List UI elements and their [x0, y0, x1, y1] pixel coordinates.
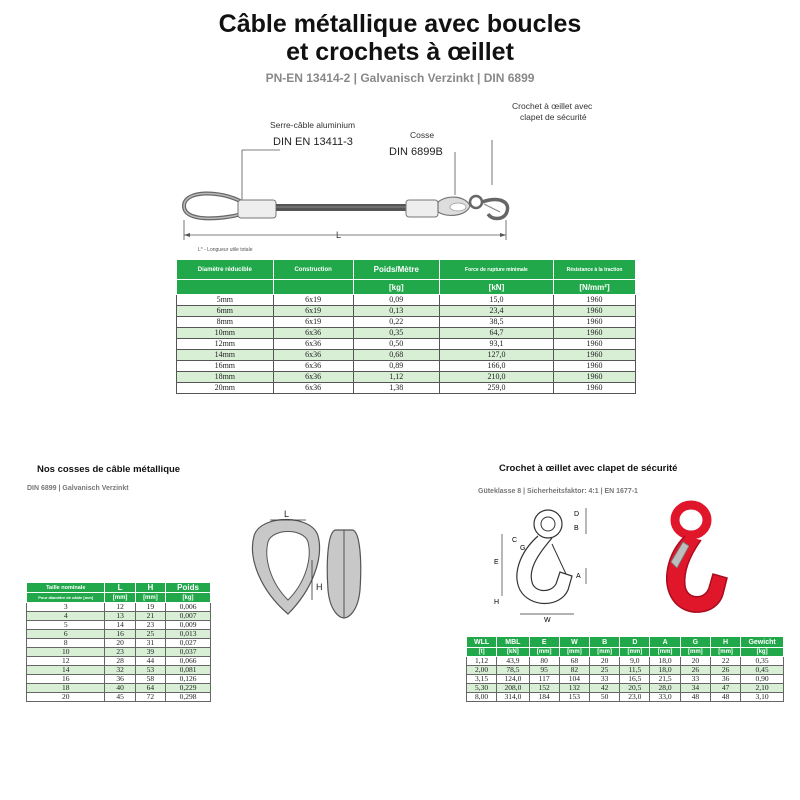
table-cell: 25: [590, 666, 620, 675]
hook-header-a: A: [650, 637, 680, 648]
table-cell: 0,037: [166, 648, 211, 657]
hook-spec-table: [466, 636, 784, 702]
hook-header-w-unit: [mm]: [559, 648, 589, 657]
thimble-header-size: Taille nominale: [27, 583, 105, 593]
table-cell: 0,066: [166, 657, 211, 666]
table-cell: 0,22: [353, 317, 439, 328]
table-cell: 48: [680, 693, 710, 702]
wire-rope-table-body: [177, 295, 636, 394]
table-row: [177, 328, 636, 339]
length-label: L: [336, 230, 342, 240]
table-cell: 82: [559, 666, 589, 675]
table-cell: 3,10: [741, 693, 784, 702]
table-cell: 152: [529, 684, 559, 693]
hook-dim-E: E: [494, 559, 499, 566]
table-cell: 6x36: [273, 383, 353, 394]
clamp-label: Serre-câble aluminium: [270, 120, 356, 130]
hook-header-d-unit: [mm]: [620, 648, 650, 657]
table-cell: 36: [710, 675, 740, 684]
table-cell: 21: [135, 612, 165, 621]
table-cell: 26: [680, 666, 710, 675]
hook-header-weight-unit: [kg]: [741, 648, 784, 657]
clamp-standard: DIN EN 13411-3: [273, 136, 353, 148]
hook-header-wll-unit: [t]: [467, 648, 497, 657]
header-diameter-unit: [177, 280, 274, 295]
header-tensile-strength: Résistance à la traction: [554, 260, 636, 280]
table-cell: 1960: [554, 295, 636, 306]
table-cell: 22: [710, 657, 740, 666]
table-cell: 184: [529, 693, 559, 702]
table-cell: 9,0: [620, 657, 650, 666]
table-row: [177, 372, 636, 383]
table-cell: 12: [27, 657, 105, 666]
table-cell: 1960: [554, 350, 636, 361]
table-cell: 64,7: [439, 328, 553, 339]
table-cell: 23: [105, 648, 135, 657]
table-cell: 6mm: [177, 306, 274, 317]
thimble-section-title: Nos cosses de câble métallique: [37, 464, 181, 475]
table-cell: 23,4: [439, 306, 553, 317]
table-cell: 259,0: [439, 383, 553, 394]
table-cell: 2,10: [741, 684, 784, 693]
hook-section-subtitle: Güteklasse 8 | Sicherheitsfaktor: 4:1 | EN 1677-1: [478, 488, 638, 495]
hook-header-e: E: [529, 637, 559, 648]
table-row: [177, 295, 636, 306]
table-cell: 6x36: [273, 361, 353, 372]
hook-header-h-unit: [mm]: [710, 648, 740, 657]
table-row: [177, 383, 636, 394]
hook-header-mbl-unit: [kN]: [497, 648, 529, 657]
table-cell: 6: [27, 630, 105, 639]
table-cell: 18: [27, 684, 105, 693]
table-cell: 12mm: [177, 339, 274, 350]
thimble-header-H: H: [135, 583, 165, 593]
table-cell: 6x19: [273, 306, 353, 317]
header-weight: Poids/Mètre: [353, 260, 439, 280]
hook-header-mbl: MBL: [497, 637, 529, 648]
table-cell: 5,30: [467, 684, 497, 693]
table-cell: 53: [135, 666, 165, 675]
table-cell: 25: [135, 630, 165, 639]
table-cell: 0,68: [353, 350, 439, 361]
table-cell: 45: [105, 693, 135, 702]
header-construction: Construction: [273, 260, 353, 280]
red-hook-eye: [675, 505, 707, 535]
wire-rope-sling-illustration: [170, 140, 530, 250]
table-row: [177, 317, 636, 328]
table-cell: 44: [135, 657, 165, 666]
table-cell: 8,00: [467, 693, 497, 702]
table-cell: 5mm: [177, 295, 274, 306]
thimble-header-L-unit: [mm]: [105, 593, 135, 603]
table-row: [27, 693, 211, 702]
table-cell: 10mm: [177, 328, 274, 339]
table-cell: 13: [105, 612, 135, 621]
table-cell: 33: [680, 675, 710, 684]
hook-table-body: [467, 657, 784, 702]
table-cell: 14mm: [177, 350, 274, 361]
wire-rope-spec-table: [176, 259, 636, 394]
table-cell: 208,0: [497, 684, 529, 693]
table-cell: 21,5: [650, 675, 680, 684]
table-cell: 1960: [554, 306, 636, 317]
table-cell: 0,006: [166, 603, 211, 612]
table-cell: 28: [105, 657, 135, 666]
table-cell: 0,35: [741, 657, 784, 666]
page-subtitle: PN-EN 13414-2 | Galvanisch Verzinkt | DIN 6899: [265, 71, 535, 85]
table-cell: 68: [559, 657, 589, 666]
table-cell: 28,0: [650, 684, 680, 693]
thimble-label: Cosse: [410, 130, 435, 140]
page-title-line2: et crochets à œillet: [286, 38, 514, 66]
table-cell: 6x36: [273, 372, 353, 383]
table-cell: 11,5: [620, 666, 650, 675]
table-row: [177, 306, 636, 317]
table-row: [177, 361, 636, 372]
header-breaking-force: Force de rupture minimale: [439, 260, 553, 280]
thimble-header-H-unit: [mm]: [135, 593, 165, 603]
header-tensile-strength-unit: [N/mm²]: [554, 280, 636, 295]
table-cell: 1,12: [467, 657, 497, 666]
hook-dim-C: C: [512, 537, 518, 544]
table-cell: 0,229: [166, 684, 211, 693]
table-cell: 0,009: [166, 621, 211, 630]
table-cell: 72: [135, 693, 165, 702]
table-cell: 153: [559, 693, 589, 702]
thimble-header-weight-unit: [kg]: [166, 593, 211, 603]
hook-dim-G: G: [520, 545, 526, 552]
table-cell: 3: [27, 603, 105, 612]
table-cell: 95: [529, 666, 559, 675]
table-cell: 1960: [554, 361, 636, 372]
table-cell: 33: [590, 675, 620, 684]
hook-dim-D: D: [574, 511, 580, 518]
table-row: [177, 350, 636, 361]
table-cell: 127,0: [439, 350, 553, 361]
table-cell: 14: [105, 621, 135, 630]
table-cell: 1,12: [353, 372, 439, 383]
header-breaking-force-unit: [kN]: [439, 280, 553, 295]
table-row: [177, 339, 636, 350]
thimble-table-body: [27, 603, 211, 702]
hook-header-h: H: [710, 637, 740, 648]
table-cell: 0,298: [166, 693, 211, 702]
table-cell: 6x36: [273, 350, 353, 361]
hook-dim-H: H: [494, 599, 500, 606]
table-cell: 0,35: [353, 328, 439, 339]
table-cell: 6x36: [273, 339, 353, 350]
table-cell: 1960: [554, 383, 636, 394]
hook-side-clamp: [406, 200, 438, 217]
hook-eye: [470, 196, 482, 208]
hook-header-weight: Gewicht: [741, 637, 784, 648]
hook-eye-outline: [534, 510, 562, 538]
page-title-line1: Câble métallique avec boucles: [218, 10, 582, 38]
table-cell: 20mm: [177, 383, 274, 394]
table-cell: 33,0: [650, 693, 680, 702]
table-cell: 1960: [554, 372, 636, 383]
table-cell: 0,90: [741, 675, 784, 684]
table-cell: 58: [135, 675, 165, 684]
thimble-spec-table: [26, 582, 211, 702]
thimble-dim-L: L: [284, 509, 290, 519]
table-cell: 8mm: [177, 317, 274, 328]
table-cell: 0,45: [741, 666, 784, 675]
table-cell: 47: [710, 684, 740, 693]
table-cell: 0,126: [166, 675, 211, 684]
table-cell: 50: [590, 693, 620, 702]
table-cell: 5: [27, 621, 105, 630]
table-cell: 12: [105, 603, 135, 612]
table-cell: 1960: [554, 328, 636, 339]
table-cell: 0,50: [353, 339, 439, 350]
table-cell: 26: [710, 666, 740, 675]
table-cell: 48: [710, 693, 740, 702]
table-cell: 1960: [554, 317, 636, 328]
thimble-header-weight: Poids: [166, 583, 211, 593]
table-cell: 43,9: [497, 657, 529, 666]
table-cell: 42: [590, 684, 620, 693]
table-cell: 20,5: [620, 684, 650, 693]
table-cell: 10: [27, 648, 105, 657]
thimble-standard: DIN 6899B: [389, 146, 443, 158]
table-cell: 314,0: [497, 693, 529, 702]
header-weight-unit: [kg]: [353, 280, 439, 295]
header-diameter: Diamètre réducible: [177, 260, 274, 280]
thimble-dim-H: H: [316, 582, 323, 592]
thimble-section-subtitle: DIN 6899 | Galvanisch Verzinkt: [27, 485, 129, 492]
table-cell: 18,0: [650, 666, 680, 675]
table-cell: 32: [105, 666, 135, 675]
table-cell: 80: [529, 657, 559, 666]
hook-dim-B: B: [574, 525, 579, 532]
table-cell: 0,89: [353, 361, 439, 372]
table-cell: 31: [135, 639, 165, 648]
table-cell: 64: [135, 684, 165, 693]
table-cell: 15,0: [439, 295, 553, 306]
table-cell: 8: [27, 639, 105, 648]
table-cell: 117: [529, 675, 559, 684]
hook-section-title: Crochet à œillet avec clapet de sécurité: [499, 463, 678, 474]
table-cell: 78,5: [497, 666, 529, 675]
thimble-header-size-sub: Pour diamètre de câble [mm]: [27, 593, 105, 603]
hook-header-b: B: [590, 637, 620, 648]
table-cell: 0,027: [166, 639, 211, 648]
table-cell: 20: [590, 657, 620, 666]
table-cell: 20: [105, 639, 135, 648]
red-hook-body: [667, 536, 727, 612]
table-cell: 0,013: [166, 630, 211, 639]
table-cell: 16: [27, 675, 105, 684]
hook-header-g: G: [680, 637, 710, 648]
table-cell: 19: [135, 603, 165, 612]
hook-dim-A: A: [576, 573, 581, 580]
table-cell: 40: [105, 684, 135, 693]
table-cell: 104: [559, 675, 589, 684]
hook-header-b-unit: [mm]: [590, 648, 620, 657]
table-cell: 34: [680, 684, 710, 693]
red-hook-photo: [655, 500, 735, 625]
hook-header-wll: WLL: [467, 637, 497, 648]
table-cell: 0,081: [166, 666, 211, 675]
thimble-header-L: L: [105, 583, 135, 593]
table-cell: 6x19: [273, 295, 353, 306]
table-cell: 166,0: [439, 361, 553, 372]
table-cell: 18mm: [177, 372, 274, 383]
hook-header-d: D: [620, 637, 650, 648]
table-cell: 20: [680, 657, 710, 666]
table-cell: 210,0: [439, 372, 553, 383]
table-cell: 2,00: [467, 666, 497, 675]
length-note: L* - Longueur utile totale: [198, 247, 253, 253]
table-cell: 39: [135, 648, 165, 657]
table-cell: 6x19: [273, 317, 353, 328]
table-cell: 0,09: [353, 295, 439, 306]
table-cell: 132: [559, 684, 589, 693]
table-cell: 14: [27, 666, 105, 675]
hook-header-e-unit: [mm]: [529, 648, 559, 657]
table-cell: 16: [105, 630, 135, 639]
table-cell: 1,38: [353, 383, 439, 394]
table-cell: 38,5: [439, 317, 553, 328]
hook-header-g-unit: [mm]: [680, 648, 710, 657]
table-cell: 18,0: [650, 657, 680, 666]
table-cell: 23,0: [620, 693, 650, 702]
aluminium-clamp: [238, 200, 276, 218]
table-cell: 1960: [554, 339, 636, 350]
hook-label-line1: Crochet à œillet avec: [512, 101, 593, 111]
table-cell: 0,13: [353, 306, 439, 317]
table-cell: 0,007: [166, 612, 211, 621]
table-cell: 4: [27, 612, 105, 621]
hook-dim-W: W: [544, 617, 551, 624]
header-construction-unit: [273, 280, 353, 295]
hook-technical-drawing: [490, 500, 600, 625]
table-cell: 16mm: [177, 361, 274, 372]
table-cell: 20: [27, 693, 105, 702]
table-cell: 3,15: [467, 675, 497, 684]
table-cell: 16,5: [620, 675, 650, 684]
hook-header-a-unit: [mm]: [650, 648, 680, 657]
table-cell: 93,1: [439, 339, 553, 350]
table-cell: 23: [135, 621, 165, 630]
hook-label-line2: clapet de sécurité: [520, 112, 587, 122]
table-cell: 124,0: [497, 675, 529, 684]
table-row: [467, 693, 784, 702]
table-cell: 6x36: [273, 328, 353, 339]
hook-header-w: W: [559, 637, 589, 648]
thimble-drawing: [240, 500, 380, 630]
table-cell: 36: [105, 675, 135, 684]
